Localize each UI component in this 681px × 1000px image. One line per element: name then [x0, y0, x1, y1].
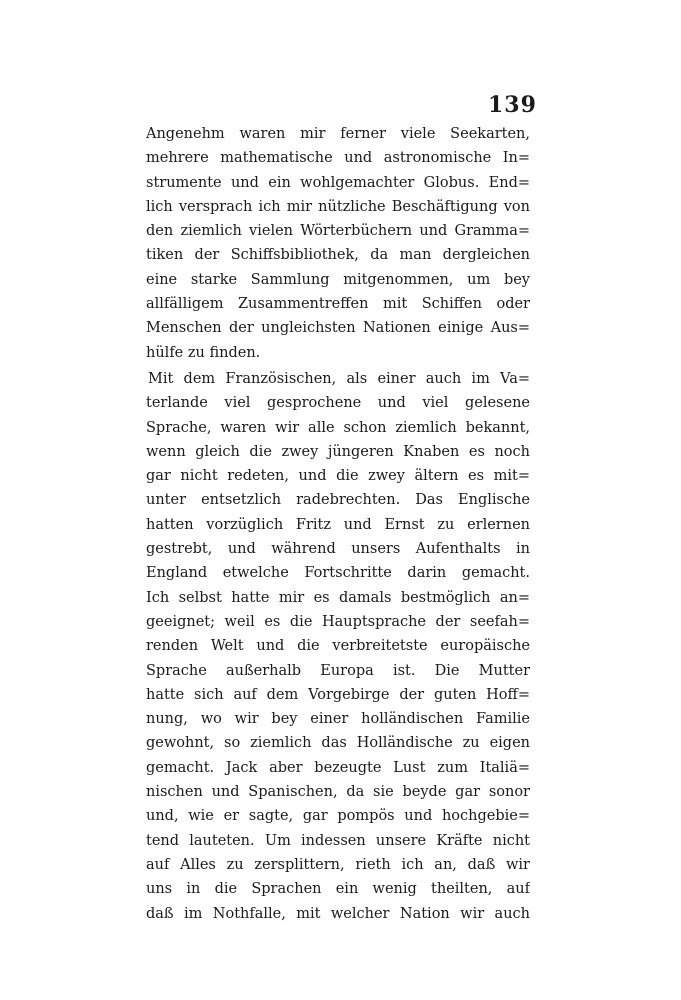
text-line: mehrere mathematische und astronomische In=	[146, 150, 530, 167]
text-line: gemacht. Jack aber bezeugte Lust zum Italiä=	[146, 759, 530, 776]
paragraph-start-line: Mit dem Französischen, als einer auch im Va=	[148, 370, 530, 387]
text-line: tend lauteten. Um indessen unsere Kräfte nicht	[146, 832, 530, 849]
text-line: wenn gleich die zwey jüngeren Knaben es noch	[146, 443, 530, 460]
text-line: England etwelche Fortschritte darin gemacht.	[146, 565, 530, 582]
text-line: lich versprach ich mir nützliche Beschäftigung von	[146, 198, 530, 215]
text-line: daß im Nothfalle, mit welcher Nation wir auch	[146, 905, 530, 922]
text-line: terlande viel gesprochene und viel gelesene	[146, 395, 530, 412]
text-line: Ich selbst hatte mir es damals bestmöglich an=	[146, 589, 530, 606]
text-line: gewohnt, so ziemlich das Holländische zu eigen	[146, 735, 530, 752]
text-line: tiken der Schiffsbibliothek, da man dergleichen	[146, 247, 530, 264]
text-line: eine starke Sammlung mitgenommen, um bey	[146, 271, 530, 288]
text-line: den ziemlich vielen Wörterbüchern und Gramma=	[146, 223, 530, 240]
text-line: auf Alles zu zersplittern, rieth ich an, daß wir	[146, 856, 530, 873]
text-line: uns in die Sprachen ein wenig theilten, auf	[146, 881, 530, 898]
text-line: nischen und Spanischen, da sie beyde gar sonor	[146, 784, 530, 801]
page-number: 139	[488, 92, 537, 118]
paragraph-end-line: hülfe zu finden.	[146, 344, 261, 361]
text-line: renden Welt und die verbreitetste europäische	[146, 638, 530, 655]
text-line: Angenehm waren mir ferner viele Seekarten,	[146, 126, 530, 142]
text-line: geeignet; weil es die Hauptsprache der seefah=	[146, 613, 530, 630]
text-line: hatte sich auf dem Vorgebirge der guten Hoff=	[146, 686, 530, 703]
text-line: und, wie er sagte, gar pompös und hochgebie=	[146, 808, 530, 825]
text-line: unter entsetzlich radebrechten. Das Englische	[146, 492, 530, 509]
text-line: nung, wo wir bey einer holländischen Familie	[146, 711, 530, 728]
text-line: allfälligem Zusammentreffen mit Schiffen oder	[146, 296, 530, 313]
text-line: Sprache außerhalb Europa ist. Die Mutter	[146, 662, 530, 679]
text-line: gar nicht redeten, und die zwey ältern es mit=	[146, 468, 530, 485]
text-line: strumente und ein wohlgemachter Globus. End=	[146, 174, 530, 191]
text-line: Menschen der ungleichsten Nationen einige Aus=	[146, 320, 530, 337]
body-text	[146, 122, 530, 926]
text-line: gestrebt, und während unsers Aufenthalts in	[146, 541, 530, 558]
text-line: Sprache, waren wir alle schon ziemlich bekannt,	[146, 419, 530, 436]
text-line: hatten vorzüglich Fritz und Ernst zu erlernen	[146, 516, 530, 533]
